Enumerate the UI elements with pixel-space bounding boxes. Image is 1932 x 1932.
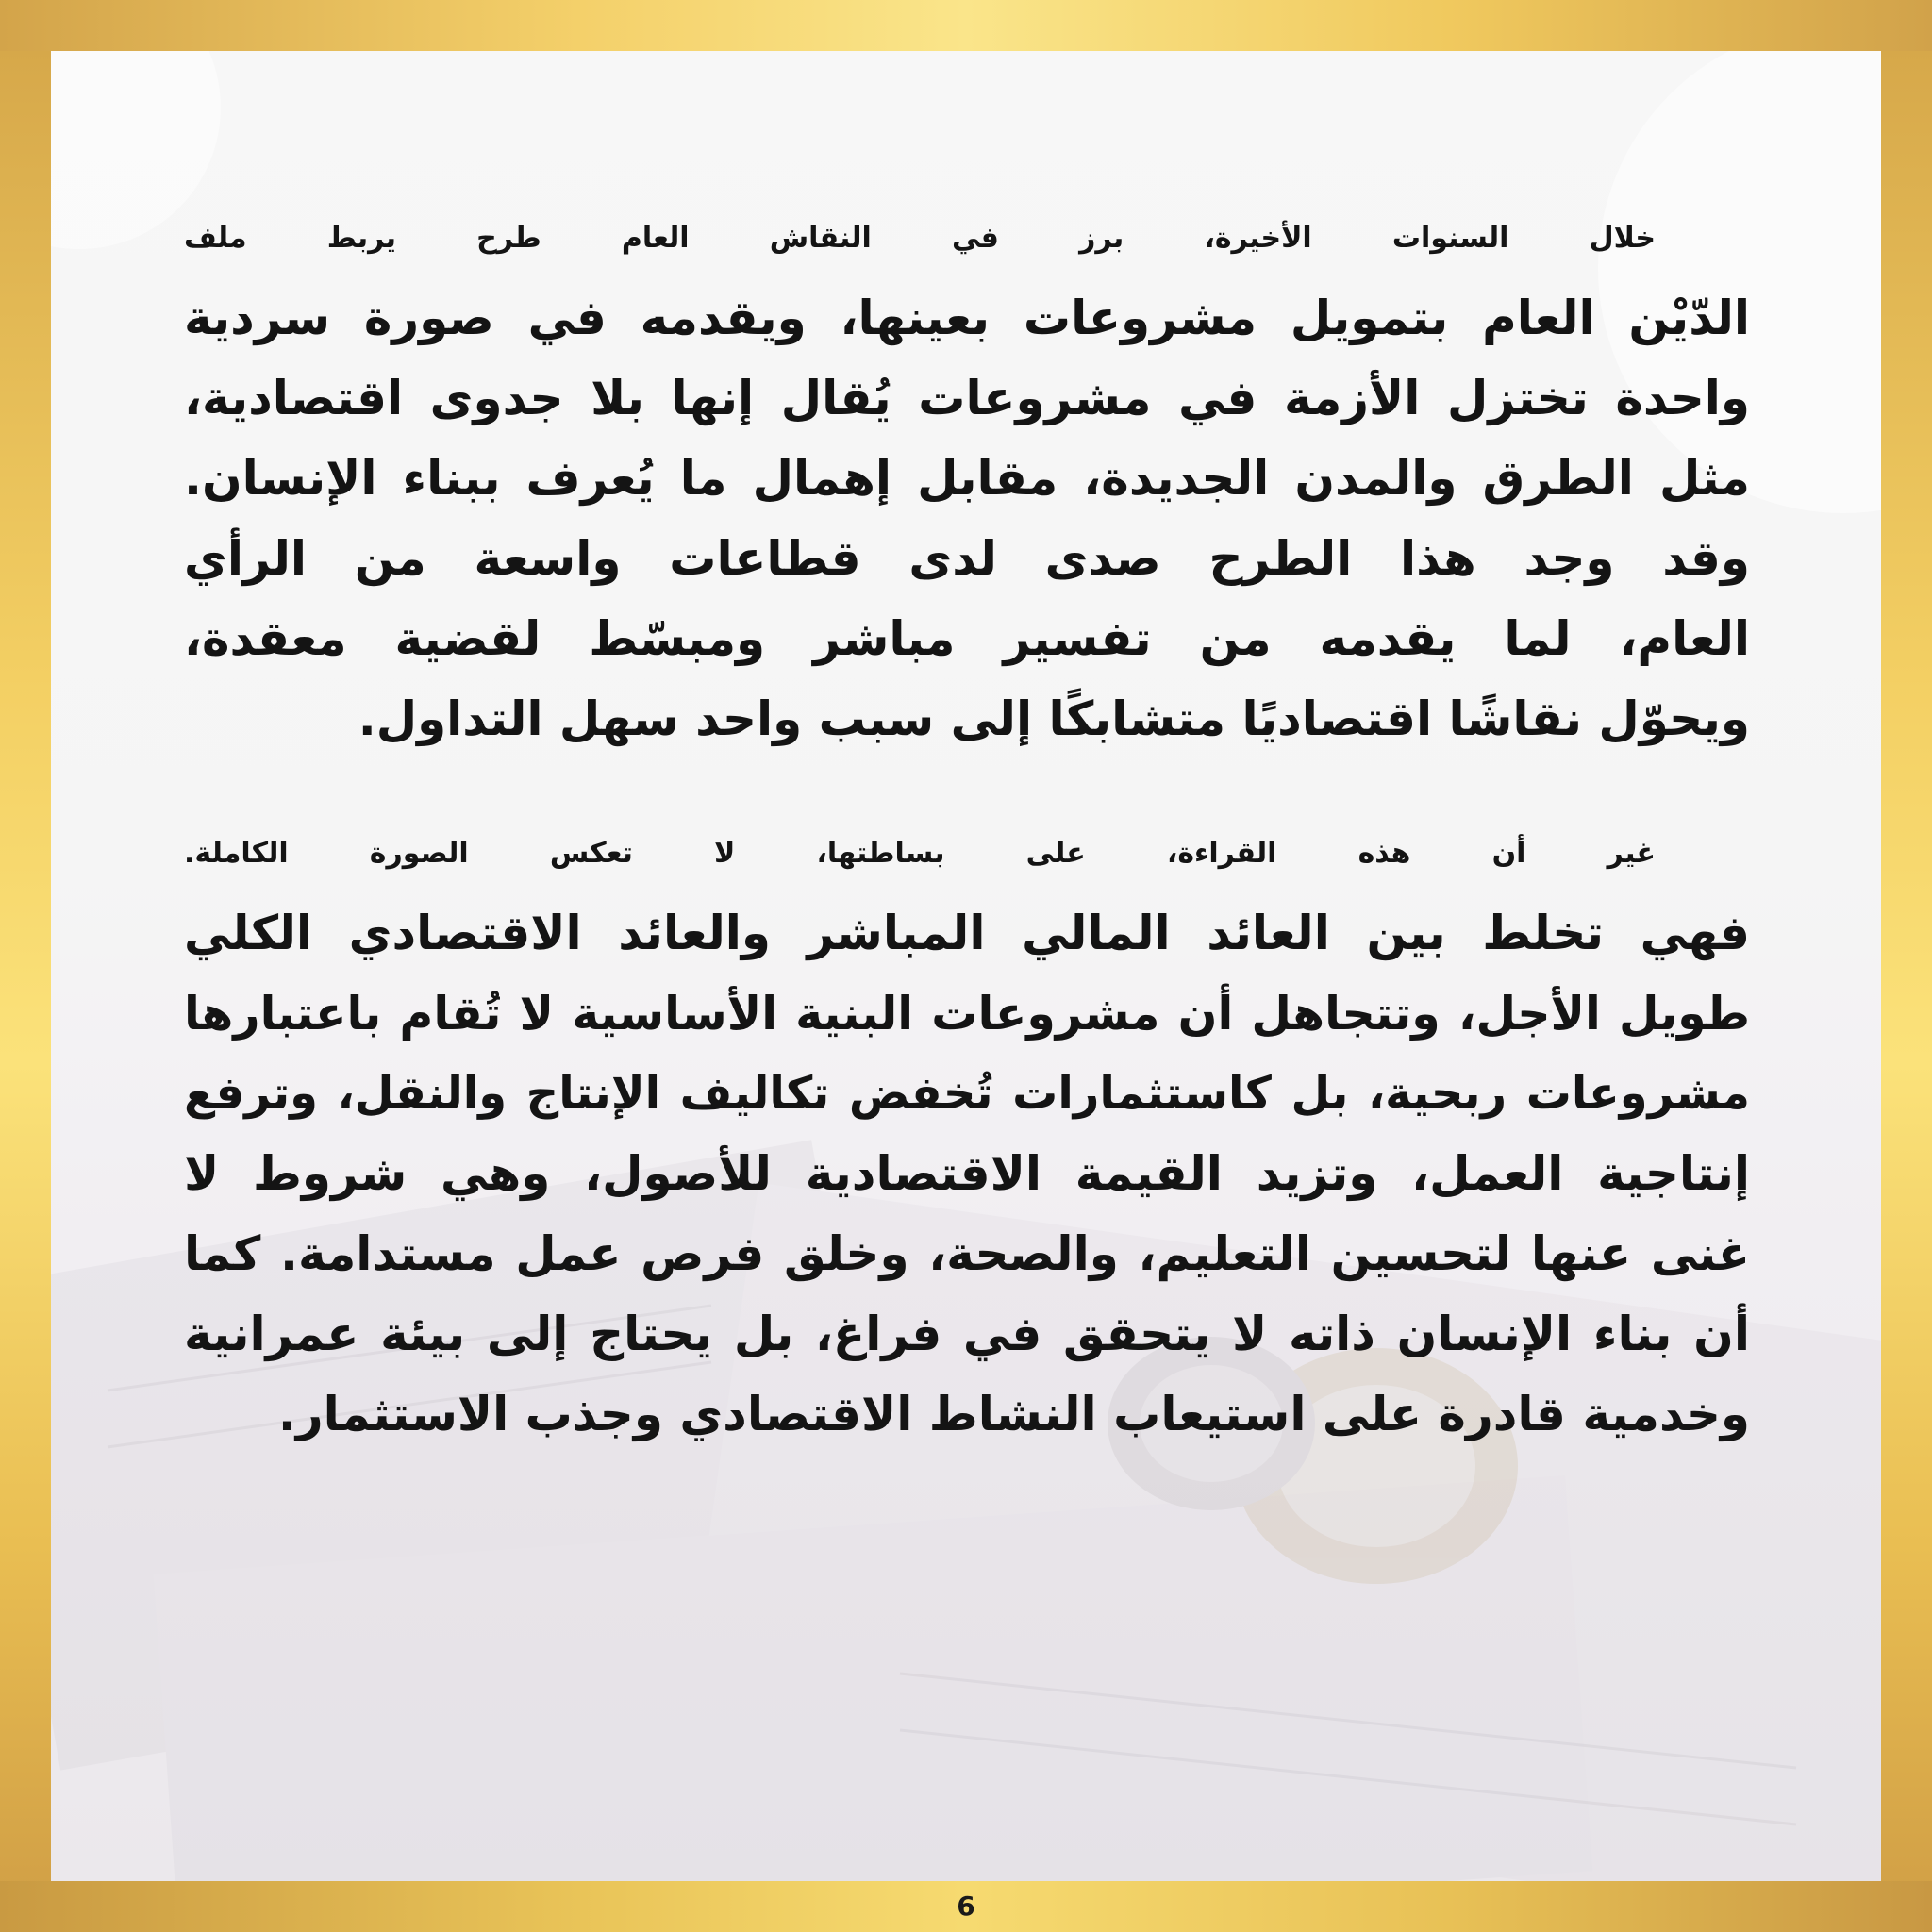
paragraph-line: الدّيْن العام بتمويل مشروعات بعينها، ويقدمه في صورة سردية — [184, 291, 1750, 345]
paragraph-line: طويل الأجل، وتتجاهل أن مشروعات البنية الأساسية لا تُقام باعتبارها — [184, 987, 1750, 1041]
paragraph-line: وخدمية قادرة على استيعاب النشاط الاقتصادي وجذب الاستثمار. — [277, 1387, 1750, 1441]
paragraph-line: ويحوّل نقاشًا اقتصاديًا متشابكًا إلى سبب واحد سهل التداول. — [358, 691, 1750, 746]
paragraph-line: إنتاجية العمل، وتزيد القيمة الاقتصادية للأصول، وهي شروط لا — [184, 1146, 1750, 1201]
paragraph-line: العام، لما يقدمه من تفسير مباشر ومبسّط لقضية معقدة، — [184, 611, 1750, 666]
paragraph-line: غنى عنها لتحسين التعليم، والصحة، وخلق فرص عمل مستدامة. كما — [184, 1226, 1750, 1281]
paragraph-line: أن بناء الإنسان ذاته لا يتحقق في فراغ، بل يحتاج إلى بيئة عمرانية — [184, 1307, 1750, 1361]
paragraph-line: مثل الطرق والمدن الجديدة، مقابل إهمال ما يُعرف ببناء الإنسان. — [184, 451, 1750, 506]
paragraph-line: خلال السنوات الأخيرة، برز في النقاش العام طرح يربط ملف — [184, 222, 1656, 255]
paragraph-line: وقد وجد هذا الطرح صدى لدى قطاعات واسعة من الرأي — [184, 531, 1750, 586]
paragraph-1 — [184, 198, 1750, 759]
paragraph-2 — [184, 813, 1750, 1455]
page-number: 6 — [957, 1890, 975, 1922]
paragraph-line: مشروعات ربحية، بل كاستثمارات تُخفض تكاليف الإنتاج والنقل، وترفع — [184, 1067, 1750, 1120]
gold-frame-top — [0, 0, 1932, 51]
paragraph-line: فهي تخلط بين العائد المالي المباشر والعائد الاقتصادي الكلي — [184, 906, 1750, 960]
paragraph-line: واحدة تختزل الأزمة في مشروعات يُقال إنها بلا جدوى اقتصادية، — [184, 371, 1750, 425]
paragraph-line: غير أن هذه القراءة، على بساطتها، لا تعكس الصورة الكاملة. — [184, 837, 1656, 870]
